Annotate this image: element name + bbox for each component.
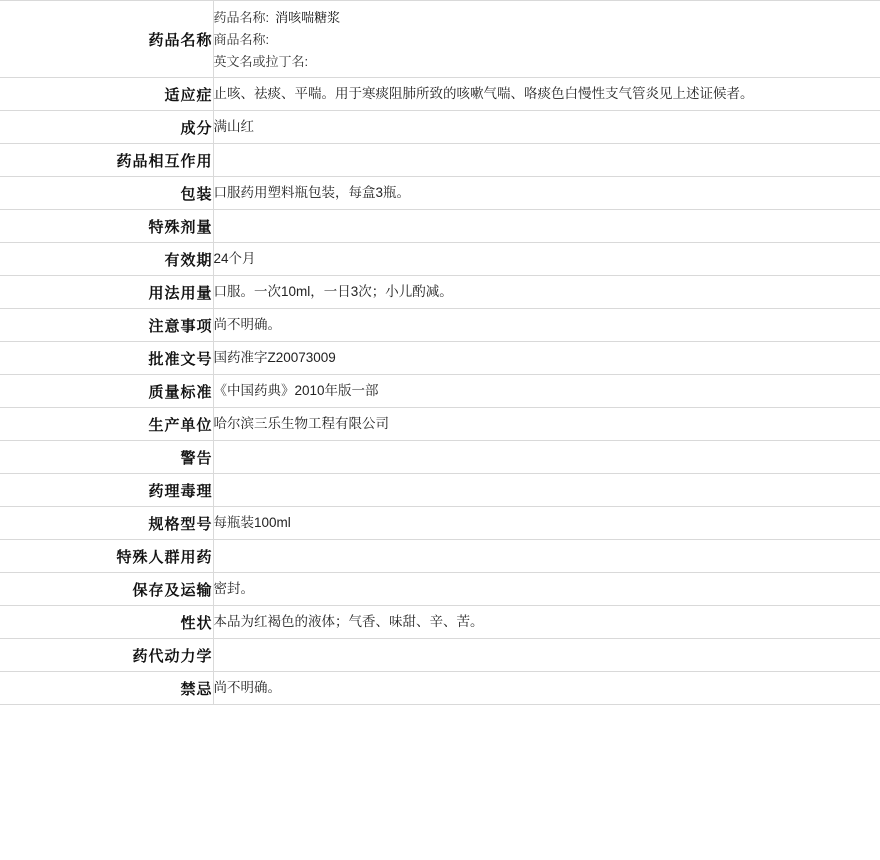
row-value xyxy=(213,474,880,507)
table-row xyxy=(0,210,880,243)
row-value: 本品为红褐色的液体；气香、味甜、辛、苦。 xyxy=(213,606,880,639)
row-label: 规格型号 xyxy=(0,507,213,540)
row-value: 密封。 xyxy=(213,573,880,606)
row-value: 满山红 xyxy=(213,111,880,144)
table-row xyxy=(0,276,880,309)
row-value: 尚不明确。 xyxy=(213,309,880,342)
drug-name-line xyxy=(214,7,880,29)
table-row xyxy=(0,144,880,177)
row-label: 保存及运输 xyxy=(0,573,213,606)
row-label: 有效期 xyxy=(0,243,213,276)
table-row xyxy=(0,573,880,606)
row-label: 药品名称 xyxy=(0,1,213,78)
drug-name-sub-value: 消咳喘糖浆 xyxy=(275,10,341,25)
trade-name-line xyxy=(214,29,880,51)
table-row xyxy=(0,375,880,408)
row-label: 性状 xyxy=(0,606,213,639)
row-value xyxy=(213,441,880,474)
table-row xyxy=(0,177,880,210)
row-label: 注意事项 xyxy=(0,309,213,342)
table-row xyxy=(0,474,880,507)
row-value xyxy=(213,1,880,78)
table-row xyxy=(0,78,880,111)
table-row xyxy=(0,408,880,441)
row-value: 口服药用塑料瓶包装，每盒3瓶。 xyxy=(213,177,880,210)
row-label: 特殊剂量 xyxy=(0,210,213,243)
row-label: 药代动力学 xyxy=(0,639,213,672)
table-row xyxy=(0,507,880,540)
latin-name-sub-label: 英文名或拉丁名: xyxy=(213,54,309,69)
trade-name-sub-label: 商品名称: xyxy=(213,32,270,47)
row-label: 包装 xyxy=(0,177,213,210)
table-row xyxy=(0,540,880,573)
row-label: 适应症 xyxy=(0,78,213,111)
row-value: 国药准字Z20073009 xyxy=(213,342,880,375)
table-row xyxy=(0,243,880,276)
row-value: 哈尔滨三乐生物工程有限公司 xyxy=(213,408,880,441)
table-row xyxy=(0,111,880,144)
row-value: 每瓶装100ml xyxy=(213,507,880,540)
table-row xyxy=(0,1,880,78)
table-row xyxy=(0,639,880,672)
row-label: 生产单位 xyxy=(0,408,213,441)
row-value xyxy=(213,639,880,672)
table-row xyxy=(0,441,880,474)
row-label: 特殊人群用药 xyxy=(0,540,213,573)
table-row xyxy=(0,672,880,705)
row-value: 《中国药典》2010年版一部 xyxy=(213,375,880,408)
drug-name-lines xyxy=(214,3,880,75)
row-value xyxy=(213,144,880,177)
row-label: 药理毒理 xyxy=(0,474,213,507)
table-row xyxy=(0,342,880,375)
table-row xyxy=(0,606,880,639)
row-label: 质量标准 xyxy=(0,375,213,408)
row-value: 24个月 xyxy=(213,243,880,276)
row-value xyxy=(213,210,880,243)
row-value: 尚不明确。 xyxy=(213,672,880,705)
row-value: 口服。一次10ml，一日3次；小儿酌减。 xyxy=(213,276,880,309)
latin-name-line xyxy=(214,51,880,73)
row-label: 药品相互作用 xyxy=(0,144,213,177)
table-row xyxy=(0,309,880,342)
row-label: 用法用量 xyxy=(0,276,213,309)
row-label: 警告 xyxy=(0,441,213,474)
drug-name-sub-label: 药品名称: xyxy=(213,10,270,25)
row-value xyxy=(213,540,880,573)
row-label: 禁忌 xyxy=(0,672,213,705)
row-value: 止咳、祛痰、平喘。用于寒痰阻肺所致的咳嗽气喘、咯痰色白慢性支气管炎见上述证候者。 xyxy=(213,78,880,111)
row-label: 成分 xyxy=(0,111,213,144)
row-label: 批准文号 xyxy=(0,342,213,375)
